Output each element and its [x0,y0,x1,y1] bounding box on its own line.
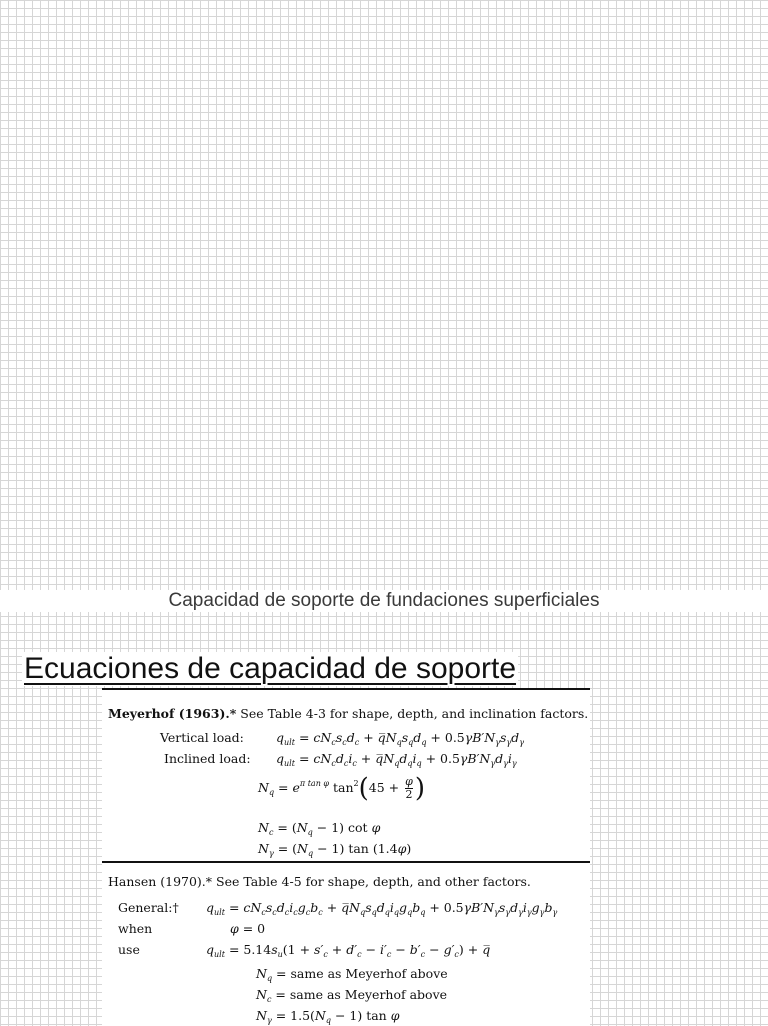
general-equation: $q_{ult} = cN_cs_cd_ci_cg_cb_c$ + $q̅N_qs_qd_qi_qg_qb_q + 0.5\gamma B'N_\gamma s_\gamma d_\gamma i_\gamma g_\gamma b_\gamma$ [206,900,558,917]
meyerhof-header [108,706,588,722]
ngamma-meyerhof-equation: $N_\gamma = (N_q - 1)$ tan (1.4φ) [258,841,412,858]
use-equation: $q_{ult} = 5.14s_u(1 + s'_c + d'_c - i'_c - b'_c - g'_c)$ + q̅ [206,942,491,959]
meyerhof-author: Meyerhof (1963).* [108,706,237,721]
section-divider [102,861,590,863]
meyerhof-note: See Table 4-3 for shape, depth, and inclination factors. [240,706,589,721]
hansen-author: Hansen (1970).* [108,874,213,889]
hansen-ngamma-equation: $N_\gamma = 1.5(N_q - 1)$ tan φ [256,1008,400,1025]
general-label: General:† [118,900,179,915]
slide-heading: Ecuaciones de capacidad de soporte [24,652,517,685]
inclined-load-equation: $q_{ult} = cN_cd_ci_c$ + $q̅N_qd_qi_q + 0.5\gamma B'N_\gamma d_\gamma i_\gamma$ [276,751,517,768]
hansen-nq-line: $N_q$ = same as Meyerhof above [256,966,448,983]
vertical-load-label: Vertical load: [160,730,244,745]
hansen-nq-text: = same as Meyerhof above [276,966,448,981]
equations-figure [102,688,590,1026]
when-condition: φ = 0 [230,921,266,936]
vertical-load-equation: $q_{ult} = cN_cs_cd_c$ + $q̅N_qs_qd_q + 0.5\gamma B'N_\gamma s_\gamma d_\gamma$ [276,730,524,747]
nc-equation: $N_c = (N_q - 1)$ cot φ [258,820,381,837]
when-label: when [118,921,153,936]
hansen-header [108,874,531,890]
hansen-note: See Table 4-5 for shape, depth, and other factors. [216,874,531,889]
inclined-load-label: Inclined load: [164,751,251,766]
hansen-nc-text: = same as Meyerhof above [275,987,448,1002]
use-label: use [118,942,140,957]
hansen-nc-line: $N_c$ = same as Meyerhof above [256,987,448,1004]
slide-subtitle: Capacidad de soporte de fundaciones superficiales [0,590,768,612]
nq-equation: $N_q = e^{\pi tan \varphi}$ $\tan^2(45$ + $\frac{\varphi}{2}$ ) [258,773,425,804]
when-value: = 0 [242,921,266,936]
